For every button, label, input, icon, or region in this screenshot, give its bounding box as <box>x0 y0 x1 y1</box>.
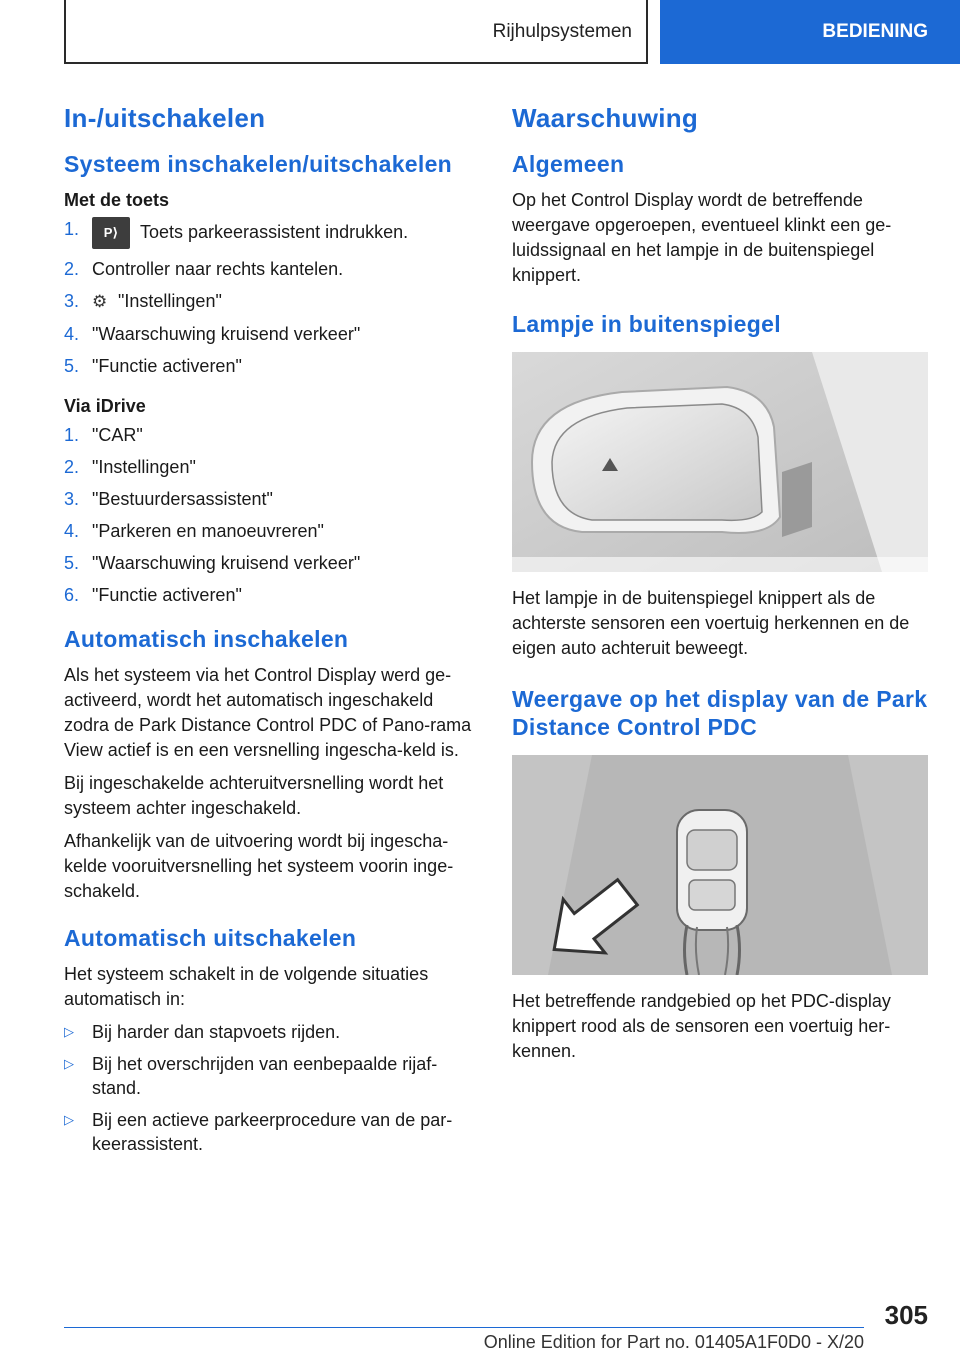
list-item: 1. "CAR" <box>64 425 143 445</box>
pdc-display-illustration <box>512 755 928 975</box>
right-column <box>512 95 928 1072</box>
list-item: ▷ Bij harder dan stapvoets rijden. <box>64 1022 341 1042</box>
section-title: In-/uitschakelen <box>64 103 266 133</box>
list-item: 2. Controller naar rechts kantelen. <box>64 259 344 279</box>
list-item: 5. "Functie activeren" <box>64 356 242 376</box>
auto-on-paragraph: Afhankelijk van de uitvoering wordt bij ingescha-kelde vooruitversnelling het systeem voorin inge-schakeld. <box>64 831 454 901</box>
list-item: 4. "Parkeren en manoeuvreren" <box>64 521 324 541</box>
general-paragraph: Op het Control Display wordt de betreffende weergave opgeroepen, eventueel klinkt een ge-luidssignaal en het lampje in de buitenspiegel knippert. <box>512 190 892 285</box>
parking-assistant-button-icon: P⟩ <box>92 217 130 249</box>
auto-off-paragraph: Het systeem schakelt in de volgende situaties automatisch in: <box>64 964 429 1009</box>
list-item: 5. "Waarschuwing kruisend verkeer" <box>64 553 361 573</box>
auto-on-paragraph: Als het systeem via het Control Display werd ge-activeerd, wordt het automatisch ingeschakeld zodra de Park Distance Control PDC of Pano-rama View actief is en een versnelling ingescha-keld is. <box>64 665 472 760</box>
footer-edition: Online Edition for Part no. 01405A1F0D0 - X/20 <box>483 1332 864 1352</box>
mirror-illustration <box>512 352 928 572</box>
footer-rule <box>64 1327 864 1328</box>
list-item: 3. ⚙ "Instellingen" <box>64 289 480 314</box>
subsection-title: Systeem inschakelen/uitschakelen <box>64 151 453 177</box>
idrive-label: Via iDrive <box>64 396 146 416</box>
list-item: 6. "Functie activeren" <box>64 585 242 605</box>
general-title: Algemeen <box>512 151 625 177</box>
list-item: ▷ Bij het overschrijden van eenbepaalde rijaf-stand. <box>64 1054 438 1098</box>
triangle-bullet-icon: ▷ <box>64 1056 74 1071</box>
header-chapter: BEDIENING <box>660 0 960 64</box>
gear-icon: ⚙ <box>92 292 108 311</box>
triangle-bullet-icon: ▷ <box>64 1112 74 1127</box>
pdc-title: Weergave op het display van de Park Distance Control PDC <box>512 686 928 740</box>
page-number: 305 <box>884 1300 928 1330</box>
mirror-title: Lampje in buitenspiegel <box>512 311 781 337</box>
auto-on-title: Automatisch inschakelen <box>64 626 349 652</box>
list-item: 3. "Bestuurdersassistent" <box>64 489 273 509</box>
triangle-bullet-icon: ▷ <box>64 1024 74 1039</box>
list-item: 4. "Waarschuwing kruisend verkeer" <box>64 324 361 344</box>
left-column <box>64 95 480 1174</box>
toets-steps <box>64 217 480 378</box>
list-item: ▷ Bij een actieve parkeerprocedure van de par-keerassistent. <box>64 1110 453 1154</box>
toets-label: Met de toets <box>64 190 170 210</box>
auto-on-paragraph: Bij ingeschakelde achteruitversnelling wordt het systeem achter ingeschakeld. <box>64 773 444 818</box>
auto-off-list <box>64 1020 480 1156</box>
mirror-paragraph: Het lampje in de buitenspiegel knippert als de achterste sensoren een voertuig herkennen en de eigen auto achteruit beweegt. <box>512 588 910 658</box>
auto-off-title: Automatisch uitschakelen <box>64 925 357 951</box>
section-title: Waarschuwing <box>512 103 699 133</box>
list-item: 1. P⟩ Toets parkeerassistent indrukken. <box>64 217 480 249</box>
pdc-paragraph: Het betreffende randgebied op het PDC-display knippert rood als de sensoren een voertuig her-kennen. <box>512 991 891 1061</box>
list-item: 2. "Instellingen" <box>64 457 196 477</box>
header-section: Rijhulpsystemen <box>64 0 648 64</box>
idrive-steps <box>64 423 480 607</box>
